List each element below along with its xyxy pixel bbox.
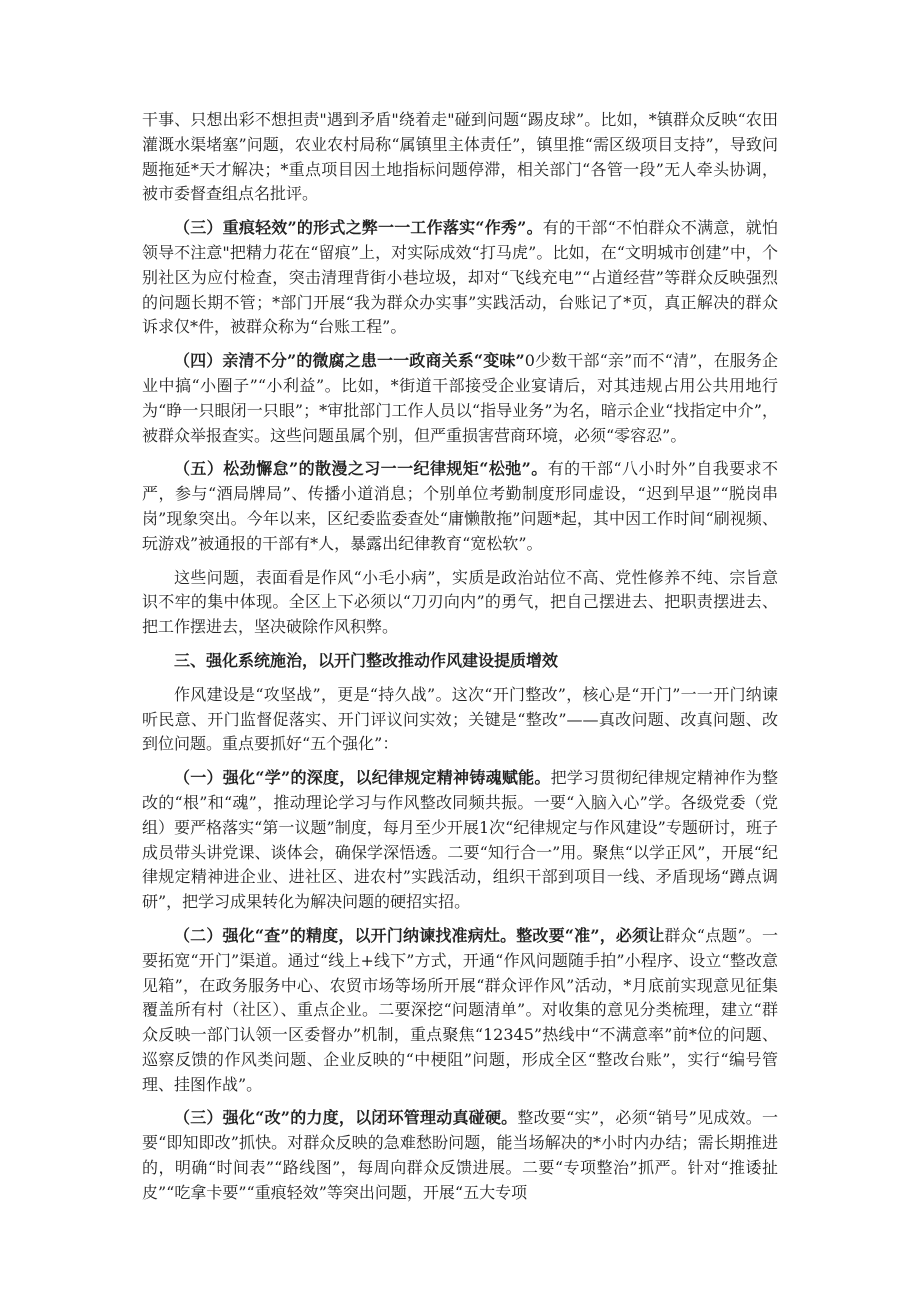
paragraph-intro (142, 683, 778, 757)
paragraph-text: 0少数干部“亲”而不“清”，在服务企业中搞“小圈子”“小利益”。比如，*街道干部接受企业宴请后，对其违规占用公共用地行为“睁一只眼闭一只眼”；*审批部门工作人员以“指导业务”为名，暗示企业“找指定中介”，被群众举报查实。这些问题虽属个别，但严重损害营商环境，必须“零容忍”。 (142, 351, 778, 445)
paragraph-text: 群众“点题”。一要拓宽“开门”渠道。通过“线上+线下”方式，开通“作风问题随手拍”小程序、设立“整改意见箱”，在政务服务中心、农贸市场等场所开展“群众评作风”活动，*月底前实现意见征集覆盖所有村（社区）、重点企业。二要深挖“问题清单”。对收集的意见分类梳理，建立“群众反映一部门认领一区委督办”机制，重点聚焦“12345”热线中“不满意率”前*位的问题、巡察反馈的作风类问题、企业反映的“中梗阻”问题，形成全区“整改台账”，实行“编号管理、挂图作战”。 (142, 925, 778, 1094)
paragraph-item-4 (142, 349, 778, 448)
paragraph-summary (142, 566, 778, 640)
paragraph-strengthen-1 (142, 766, 778, 915)
paragraph-text: 把学习贯彻纪律规定精神作为整改的“根”和“魂”，推动理论学习与作风整改同频共振。一要“入脑入心”学。各级党委（党组）要严格落实“第一议题”制度，每月至少开展1次“纪律规定与作风建设”专题研讨，班子成员带头讲党课、谈体会，确保学深悟透。二要“知行合一”用。聚焦“以学正风”，开展“纪律规定精神进企业、进社区、进农村”实践活动，组织干部到项目一线、矛盾现场“蹲点调研”，把学习成果转化为解决问题的硬招实招。 (142, 768, 778, 912)
paragraph-text: 这些问题，表面看是作风“小毛小病”，实质是政治站位不高、党性修养不纯、宗旨意识不牢的集中体现。全区上下必须以“刀刃向内”的勇气，把自己摆进去、把职责摆进去、把工作摆进去，坚决破除作风积弊。 (142, 567, 778, 637)
paragraph-lead: （二）强化“查”的精度，以开门纳谏找准病灶。整改要“准”，必须让 (174, 925, 665, 945)
paragraph-strengthen-2 (142, 924, 778, 1098)
section-heading (142, 649, 778, 674)
paragraph-text: 有的干部“八小时外”自我要求不严，参与“酒局牌局”、传播小道消息；个别单位考勤制度形同虚设，“迟到早退”“脱岗串岗”现象突出。今年以来，区纪委监委查处“庸懒散拖”问题*起，其中因工作时间“刷视频、玩游戏”被通报的干部有*人，暴露出纪律教育“宽松软”。 (142, 459, 778, 553)
paragraph-text: 干事、只想出彩不想担责"遇到矛盾"绕着走"碰到问题“踢皮球”。比如，*镇群众反映“农田灌溉水渠堵塞”问题，农业农村局称“属镇里主体责任”，镇里推“需区级项目支持”，导致问题拖延*天才解决；*重点项目因土地指标问题停滞，相关部门“各管一段”无人牵头协调，被市委督查组点名批评。 (142, 110, 778, 204)
paragraph-item-5 (142, 457, 778, 556)
paragraph-lead: （四）亲清不分”的微腐之患一一政商关系“变味” (174, 351, 525, 371)
paragraph-item-3 (142, 216, 778, 340)
paragraph-continuation (142, 108, 778, 207)
paragraph-lead: （一）强化“学”的深度，以纪律规定精神铸魂赋能。 (174, 768, 551, 788)
paragraph-text: 有的干部“不怕群众不满意，就怕领导不注意"把精力花在“留痕”上，对实际成效“打马虎”。比如，在“文明城市创建”中，个别社区为应付检查，突击清理背街小巷垃圾，却对“飞线充电”“占道经营”等群众反映强烈的问题长期不管；*部门开展“我为群众办实事”实践活动，台账记了*页，真正解决的群众诉求仅*件，被群众称为“台账工程”。 (142, 218, 778, 337)
paragraph-lead: （三）强化“改”的力度，以闭环管理动真碰硬。 (174, 1108, 518, 1128)
paragraph-strengthen-3 (142, 1106, 778, 1205)
paragraph-lead: （五）松劲懈怠”的散漫之习一一纪律规矩“松弛”。 (174, 459, 548, 479)
paragraph-lead: （三）重痕轻效”的形式之弊一一工作落实“作秀”。 (174, 218, 543, 238)
paragraph-text: 作风建设是“攻坚战”，更是“持久战”。这次“开门整改”，核心是“开门”一一开门纳谏听民意、开门监督促落实、开门评议问实效；关键是“整改”——真改问题、改真问题、改到位问题。重点要抓好“五个强化”： (142, 684, 778, 754)
paragraph-text: 整改要“实”，必须“销号”见成效。一要“即知即改”抓快。对群众反映的急难愁盼问题，能当场解决的*小时内办结；需长期推进的，明确“时间表”“路线图”，每周向群众反馈进展。二要“专项整治”抓严。针对“推诿扯皮”“吃拿卡要”“重痕轻效”等突出问题，开展“五大专项 (142, 1108, 778, 1202)
section-heading-text: 三、强化系统施治，以开门整改推动作风建设提质增效 (174, 650, 559, 670)
